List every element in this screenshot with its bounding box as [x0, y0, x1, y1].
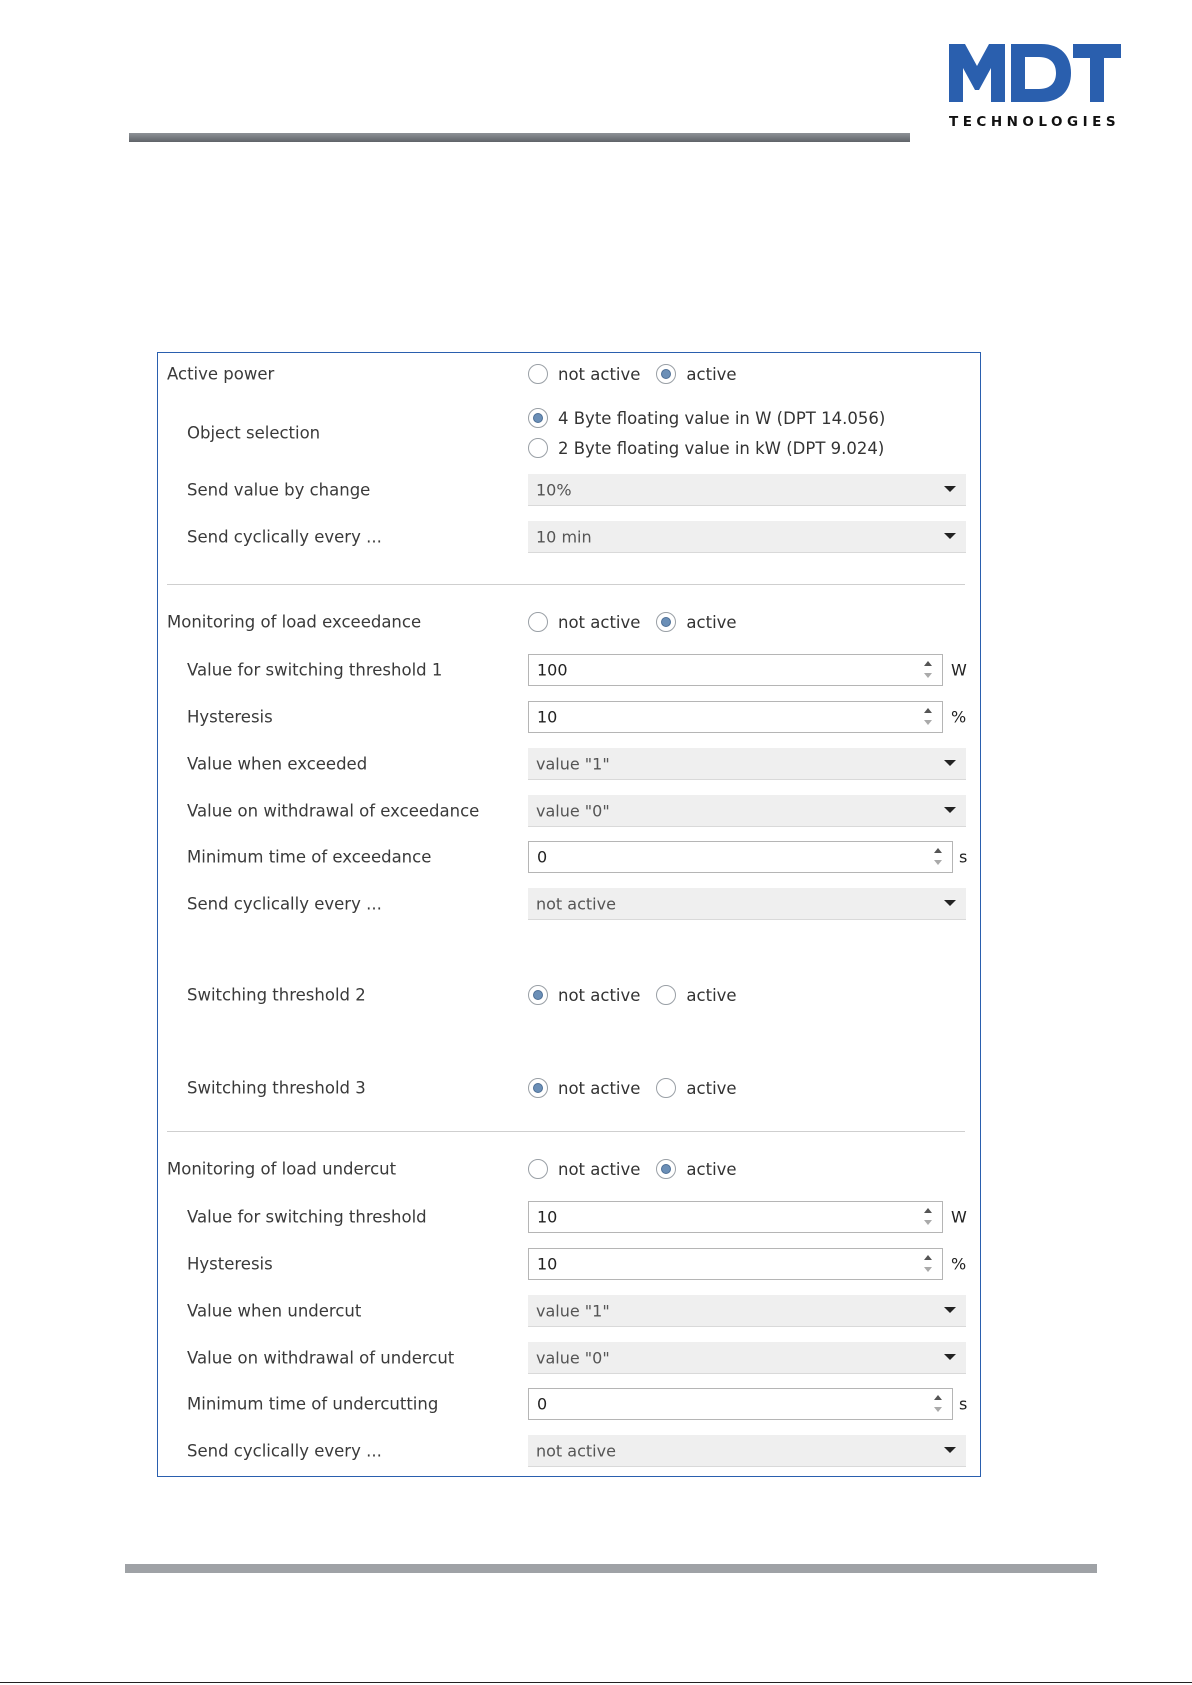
radio-checked-icon: [656, 612, 676, 632]
radio-unchecked-icon: [528, 364, 548, 384]
threshold-3-radio-group: [528, 1078, 753, 1098]
row-value-withdrawal-undercut: [158, 1341, 980, 1375]
spinner-arrows-icon[interactable]: [924, 1253, 934, 1275]
chevron-down-icon: [944, 486, 956, 492]
spinner-arrows-icon[interactable]: [924, 659, 934, 681]
radio-unchecked-icon: [528, 1159, 548, 1179]
header-divider: [129, 133, 910, 142]
spinner-arrows-icon[interactable]: [934, 846, 944, 868]
row-hysteresis-exceedance: [158, 700, 980, 734]
row-object-selection: [158, 401, 980, 465]
threshold-2-label: Switching threshold 2: [187, 985, 366, 1005]
hysteresis-undercut-input[interactable]: 10: [528, 1248, 943, 1280]
load-undercut-not-active-radio[interactable]: not active: [528, 1159, 640, 1179]
load-undercut-label: Monitoring of load undercut: [167, 1159, 397, 1179]
chevron-down-icon: [944, 807, 956, 813]
chevron-down-icon: [944, 533, 956, 539]
settings-panel: [157, 352, 981, 1477]
row-send-cyclic-power: [158, 520, 980, 554]
row-undercut-threshold: [158, 1200, 980, 1234]
object-selection-label: Object selection: [187, 423, 321, 443]
threshold-2-radio-group: [528, 985, 753, 1005]
row-load-exceedance: [158, 605, 980, 639]
send-cyclic-exceedance-dropdown[interactable]: not active: [528, 888, 966, 920]
threshold-1-unit: W: [951, 660, 967, 680]
object-selection-4byte-radio[interactable]: 4 Byte floating value in W (DPT 14.056): [528, 403, 885, 433]
min-time-exceedance-unit: s: [959, 847, 968, 867]
hysteresis-undercut-label: Hysteresis: [187, 1254, 273, 1274]
send-cyclic-undercut-dropdown[interactable]: not active: [528, 1435, 966, 1467]
min-time-undercut-input[interactable]: 0: [528, 1388, 953, 1420]
min-time-exceedance-label: Minimum time of exceedance: [187, 847, 432, 867]
send-cyclic-exceedance-label: Send cyclically every ...: [187, 894, 382, 914]
load-exceedance-radio-group: [528, 612, 753, 632]
radio-checked-icon: [528, 985, 548, 1005]
radio-unchecked-icon: [656, 1078, 676, 1098]
hysteresis-exceedance-input[interactable]: 10: [528, 701, 943, 733]
value-withdrawal-undercut-dropdown[interactable]: value "0": [528, 1342, 966, 1374]
chevron-down-icon: [944, 1307, 956, 1313]
min-time-exceedance-input[interactable]: 0: [528, 841, 953, 873]
load-exceedance-label: Monitoring of load exceedance: [167, 612, 422, 632]
active-power-radio-group: [528, 364, 753, 384]
value-undercut-label: Value when undercut: [187, 1301, 362, 1321]
chevron-down-icon: [944, 760, 956, 766]
row-send-by-change: [158, 473, 980, 507]
radio-unchecked-icon: [656, 985, 676, 1005]
section-divider: [167, 584, 965, 585]
row-threshold-3: [158, 1071, 980, 1105]
row-value-undercut: [158, 1294, 980, 1328]
radio-checked-icon: [656, 1159, 676, 1179]
threshold-1-input[interactable]: 100: [528, 654, 943, 686]
load-exceedance-not-active-radio[interactable]: not active: [528, 612, 640, 632]
value-withdrawal-undercut-label: Value on withdrawal of undercut: [187, 1348, 455, 1368]
undercut-threshold-label: Value for switching threshold: [187, 1207, 427, 1227]
row-send-cyclic-undercut: [158, 1434, 980, 1468]
spinner-arrows-icon[interactable]: [924, 706, 934, 728]
chevron-down-icon: [944, 1354, 956, 1360]
radio-checked-icon: [528, 1078, 548, 1098]
undercut-threshold-input[interactable]: 10: [528, 1201, 943, 1233]
row-min-time-undercut: [158, 1387, 980, 1421]
spinner-arrows-icon[interactable]: [934, 1393, 944, 1415]
row-min-time-exceedance: [158, 840, 980, 874]
row-hysteresis-undercut: [158, 1247, 980, 1281]
radio-checked-icon: [528, 408, 548, 428]
chevron-down-icon: [944, 900, 956, 906]
value-exceeded-dropdown[interactable]: value "1": [528, 748, 966, 780]
object-selection-radio-group: [528, 403, 901, 463]
chevron-down-icon: [944, 1447, 956, 1453]
page-bottom-line: [0, 1682, 1192, 1683]
active-power-active-radio[interactable]: active: [656, 364, 736, 384]
load-undercut-radio-group: [528, 1159, 753, 1179]
min-time-undercut-label: Minimum time of undercutting: [187, 1394, 439, 1414]
section-divider: [167, 1131, 965, 1132]
undercut-threshold-unit: W: [951, 1207, 967, 1227]
threshold-1-label: Value for switching threshold 1: [187, 660, 443, 680]
threshold-3-label: Switching threshold 3: [187, 1078, 366, 1098]
hysteresis-undercut-unit: %: [951, 1254, 967, 1274]
radio-unchecked-icon: [528, 438, 548, 458]
object-selection-2byte-radio[interactable]: 2 Byte floating value in kW (DPT 9.024): [528, 433, 885, 463]
send-by-change-dropdown[interactable]: 10%: [528, 474, 966, 506]
row-value-withdrawal-exceedance: [158, 794, 980, 828]
threshold-2-not-active-radio[interactable]: not active: [528, 985, 640, 1005]
row-value-exceeded: [158, 747, 980, 781]
mdt-logo: [949, 44, 1125, 130]
threshold-3-not-active-radio[interactable]: not active: [528, 1078, 640, 1098]
footer-divider: [125, 1564, 1097, 1573]
active-power-not-active-radio[interactable]: not active: [528, 364, 640, 384]
threshold-3-active-radio[interactable]: active: [656, 1078, 736, 1098]
value-undercut-dropdown[interactable]: value "1": [528, 1295, 966, 1327]
min-time-undercut-unit: s: [959, 1394, 968, 1414]
row-send-cyclic-exceedance: [158, 887, 980, 921]
mdt-logo-mark: [949, 44, 1121, 104]
radio-checked-icon: [656, 364, 676, 384]
active-power-label: Active power: [167, 364, 275, 384]
row-threshold-2: [158, 978, 980, 1012]
value-withdrawal-exceedance-dropdown[interactable]: value "0": [528, 795, 966, 827]
load-exceedance-active-radio[interactable]: active: [656, 612, 736, 632]
value-withdrawal-exceedance-label: Value on withdrawal of exceedance: [187, 801, 480, 821]
send-cyclic-power-dropdown[interactable]: 10 min: [528, 521, 966, 553]
row-threshold-1: [158, 653, 980, 687]
row-load-undercut: [158, 1152, 980, 1186]
send-by-change-label: Send value by change: [187, 480, 371, 500]
threshold-2-active-radio[interactable]: active: [656, 985, 736, 1005]
logo-tagline: TECHNOLOGIES: [949, 114, 1121, 130]
radio-unchecked-icon: [528, 612, 548, 632]
send-cyclic-power-label: Send cyclically every ...: [187, 527, 382, 547]
spinner-arrows-icon[interactable]: [924, 1206, 934, 1228]
row-active-power: [158, 357, 980, 391]
hysteresis-exceedance-unit: %: [951, 707, 967, 727]
hysteresis-exceedance-label: Hysteresis: [187, 707, 273, 727]
send-cyclic-undercut-label: Send cyclically every ...: [187, 1441, 382, 1461]
value-exceeded-label: Value when exceeded: [187, 754, 368, 774]
load-undercut-active-radio[interactable]: active: [656, 1159, 736, 1179]
